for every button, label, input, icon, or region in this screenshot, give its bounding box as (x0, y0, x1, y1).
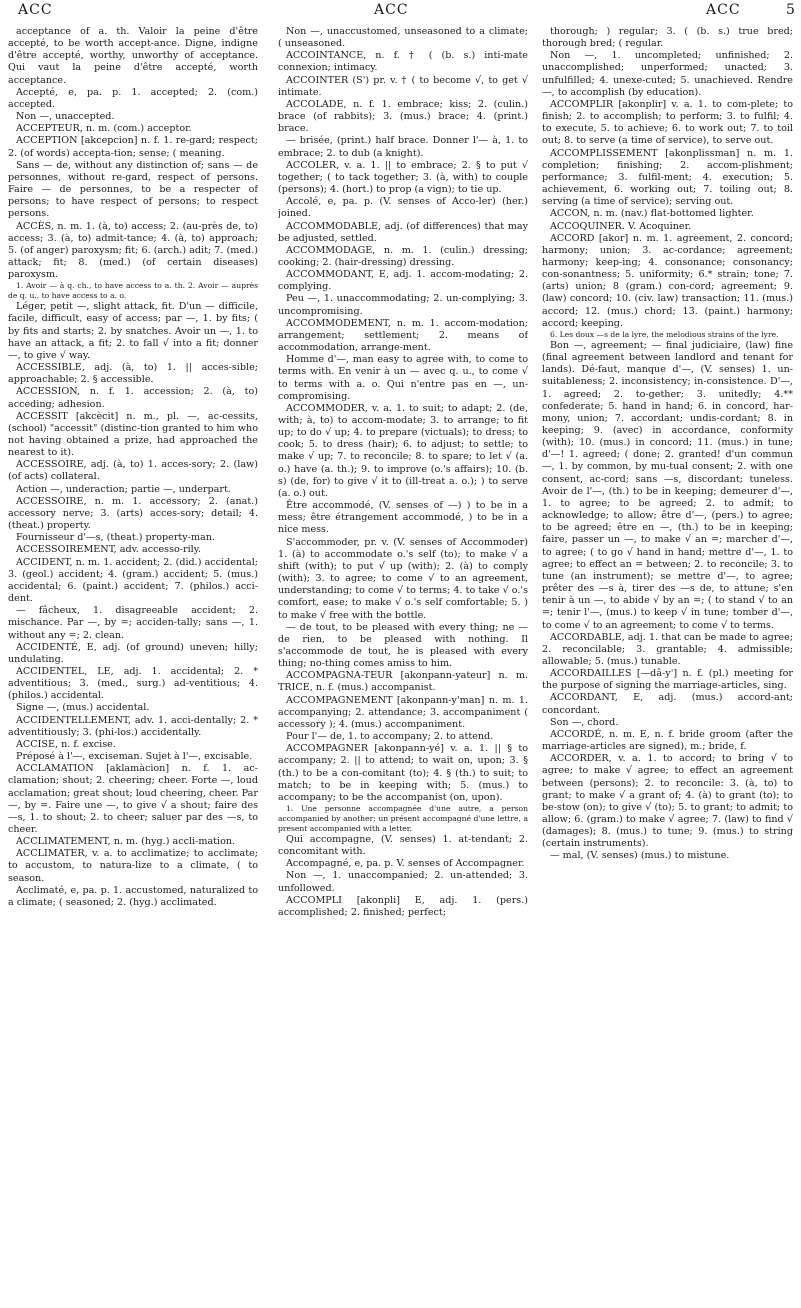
dictionary-column-1 (8, 26, 258, 1298)
dictionary-entry: Léger, petit —, slight attack, fit. D'un — difficile, facile, difficult, easy of access; par —, 1. by fits; ( by fits and starts; 2. by snatches. Avoir un —, 1. to have an attack, a fit; 2. to fall √ into a fit; donner —, to give √ way. (8, 301, 258, 361)
dictionary-entry: ACCLAMATION [aklamàcion] n. f. 1. ac-clamation; shout; 2. cheering; cheer. Forte —, loud acclamation; great shout; loud cheering, cheer. Par —, by =. Faire une —, to give √ a shout; faire des —s, 1. to shout; 2. to cheer; saluer par des —s, to cheer. (8, 763, 258, 835)
page-header (0, 0, 801, 22)
dictionary-entry: ACCOMMODANT, E, adj. 1. accom-modating; 2. complying. (278, 269, 528, 293)
dictionary-entry: ACCOMMODAGE, n. m. 1. (culin.) dressing; cooking; 2. (hair-dressing) dressing. (278, 244, 528, 268)
dictionary-entry: ACCOLADE, n. f. 1. embrace; kiss; 2. (culin.) brace (of rabbits); 3. (mus.) brace; 4. (print.) brace. (278, 98, 528, 135)
dictionary-entry: 1. Une personne accompagnée d'une autre, a person accompanied by another; un présent accompagné d'une lettre, a present accompanied with a letter. (278, 804, 528, 833)
dictionary-entry: Accepté, e, pa. p. 1. accepted; 2. (com.) accepted. (8, 86, 258, 110)
dictionary-entry: S'accommoder, pr. v. (V. senses of Accommoder) 1. (à) to accommodate o.'s self (to); to make √ a shift (with); to put √ up (with); 2. (à) to comply (with); 3. to agree; to come √ to an agreement, understanding; to come √ to terms; 4. to take √ o.'s comfort, ease; to make √ o.'s self comfortable; 5. ) to make √ free with the bottle. (278, 536, 528, 621)
dictionary-entry: Signe —, (mus.) accidental. (16, 702, 150, 714)
dictionary-entry: acceptance of a. th. Valoir la peine d'être accepté, to be worth accept-ance. Digne, indigne d'être accepté, worthy, unworthy of acceptance. Qui vaut la peine d'être accepté, worth acceptance. (8, 26, 258, 86)
dictionary-entry: ACCOINTER (S') pr. v. † ( to become √, to get √ intimate. (278, 74, 528, 98)
dictionary-entry: ACCOMMODABLE, adj. (of differences) that may be adjusted, settled. (278, 220, 528, 244)
dictionary-entry: ACCIDENTEL, LE, adj. 1. accidental; 2. * adventitious; 3. (med., surg.) ad-ventitious; 4. (philos.) accidental. (8, 665, 258, 702)
dictionary-entry: — mal, (V. senses) (mus.) to mistune. (550, 850, 730, 862)
dictionary-entry: ACCOMPLI [akonpli] E, adj. 1. (pers.) accomplished; 2. finished; perfect; (278, 894, 528, 918)
dictionary-entry: 1. Avoir — à q. ch., to have access to a. th. 2. Avoir — auprès de q. u., to have access to a. o. (8, 281, 258, 301)
dictionary-entry: Son —, chord. (550, 716, 619, 728)
dictionary-entry: ACCEPTION [akcepcion] n. f. 1. re-gard; respect; 2. (of words) accepta-tion; sense; ( meaning. (8, 135, 258, 159)
dictionary-entry: ACCOMPLISSEMENT [akonplissman] n. m. 1. completion; finishing; 2. accom-plishment; performance; 3. fulfil-ment; 4. execution; 5. achievement, 6. working out; 7. toiling out; 8. serving (a time of service); serving out. (542, 147, 793, 208)
dictionary-entry: — fâcheux, 1. disagreeable accident; 2. mischance. Par —, by =; acciden-tally; sans —, 1. without any =; 2. clean. (8, 605, 258, 641)
dictionary-entry: ACCESSOIRE, adj. (à, to) 1. acces-sory; 2. (law) (of acts) collateral. (8, 459, 258, 483)
dictionary-entry: — de tout, to be pleased with every thing; ne — de rien, to be pleased with nothing. Il s'accommode de tout, he is pleased with every thing; no-thing comes amiss to him. (278, 621, 528, 670)
dictionary-entry: ACCORDÉ, n. m. E, n. f. bride groom (after the marriage-articles are signed), m.; bride, f. (542, 728, 793, 753)
dictionary-entry: ACCESSOIREMENT, adv. accesso-rily. (16, 544, 201, 556)
dictionary-entry: Action —, underaction; partie —, underpart. (16, 483, 231, 495)
dictionary-entry: ACCESSION, n. f. 1. accession; 2. (à, to) acceding; adhesion. (8, 386, 258, 410)
dictionary-entry: ACCESSOIRE, n. m. 1. accessory; 2. (anat.) accessory nerve; 3. (arts) acces-sory; detail; 4. (theat.) property. (8, 495, 258, 532)
dictionary-entry: Acclimaté, e, pa. p. 1. accustomed, naturalized to a climate; ( seasoned; 2. (hyg.) acclimated. (8, 884, 258, 908)
dictionary-entry: Non —, unaccepted. (16, 111, 115, 123)
dictionary-entry: Accolé, e, pa. p. (V. senses of Acco-ler) (her.) joined. (278, 196, 528, 220)
dictionary-entry: Pour l'— de, 1. to accompany; 2. to attend. (286, 731, 494, 743)
dictionary-entry: 6. Les doux —s de la lyre, the melodious strains of the lyre. (550, 329, 779, 339)
running-head-right: ACC (706, 2, 741, 18)
dictionary-entry: Bon —, agreement; — final judiciaire, (law) fine (final agreement between landlord and tenant for lands). Dé-faut, manque d'—, (V. senses) 1. un-suitableness; 2. inconsistency; in-consistence. D'—, 1. agreed; 2. to-gether; 3. unitedly; 4.** confederate; 5. hand in hand; 6. in concord, har-mony, union; 7. accordant; undis-cordant; 8. in keeping; 9. (avec) in accordance, conformity (with); 10. (mus.) in concord; 11. (mus.) in tune; d'—! 1. agreed; ( done; 2. granted! d'un commun —, 1. by common, by mu-tual consent; 2. with one consent, ac-cord; sans —s, discordant; tuneless. Avoir de l'—, (th.) to be in keeping; demeurer d'—, 1. to agree; to be agreed; 2. to admit; to acknowledge; to allow; être d'—, (pers.) to agree; to be agreed; être en —, (th.) to be in keeping; faire, passer un —, to make √ an =; marcher d'—, to agree; ( to go √ hand in hand; mettre d'—, 1. to agree; to effect an = between; 2. to reconcile; 3. to tune (an instrument); se mettre d'—, to agree; prêter des —s à, tirer des —s de, to attune; s'en tenir à un —, to abide √ by an =; ( to stand √ to an =; tenir l'—, (mus.) to keep √ in tune; tomber d'—, to come √ to an agreement; to come √ to terms. (542, 339, 793, 631)
dictionary-entry: ACCON, n. m. (nav.) flat-bottomed lighter. (550, 208, 754, 220)
dictionary-entry: ACCORDANT, E, adj. (mus.) accord-ant; concordant. (542, 692, 793, 716)
dictionary-entry: ACCOQUINER. V. Acoquiner. (550, 220, 692, 232)
dictionary-entry: Être accommodé, (V. senses of —) ) to be in a mess; être étrangement accommodé, ) to be in a nice mess. (278, 500, 528, 536)
dictionary-entry: — brisée, (print.) half brace. Donner l'— à, 1. to embrace; 2. to dub (a knight). (278, 135, 528, 159)
dictionary-entry: Accompagné, e, pa. p. V. senses of Accompagner. (286, 858, 525, 870)
dictionary-entry: ACCLIMATEMENT, n. m. (hyg.) accli-mation. (16, 836, 236, 848)
dictionary-entry: Non —, 1. unaccompanied; 2. un-attended; 3. unfollowed. (278, 870, 528, 894)
dictionary-entry: ACCOMPAGNER [akonpann-yé] v. a. 1. || § to accompany; 2. || to attend; to wait on, upon; 3. § (th.) to be a con-comitant (to); 4. § (th.) to suit; to match; to be in keeping with; 5. (mus.) to accompany; to be the accompanist (on, upon). (278, 743, 528, 803)
dictionary-entry: Sans — de, without any distinction of; sans — de personnes, without re-gard, respect of persons. Faire — de personnes, to be a respecter of persons; to have respect of persons; to respect persons. (8, 159, 258, 220)
dictionary-entry: Qui accompagne, (V. senses) 1. at-tendant; 2. concomitant with. (278, 834, 528, 858)
dictionary-entry: ACCOMMODEMENT, n. m. 1. accom-modation; arrangement; settlement; 2. means of accommodation, arrange-ment. (278, 317, 528, 354)
dictionary-entry: ACCOMPAGNA-TEUR [akonpann-yateur] n. m. TRICE, n. f. (mus.) accompanist. (278, 670, 528, 694)
dictionary-entry: ACCOMPLIR [akonplir] v. a. 1. to com-plete; to finish; 2. to accomplish; to perform; 3. to fulfil; 4. to execute, 5. to achieve; 6. to work out; 7. to toil out; 8. to serve (a time of service), to serve out. (542, 98, 793, 147)
dictionary-entry: ACCESSIT [akcècit] n. m., pl. —, ac-cessits, (school) "accessit" (distinc-tion granted to him who not having obtained a prize, had approached the nearest to it). (8, 410, 258, 459)
dictionary-entry: ACCORDABLE, adj. 1. that can be made to agree; 2. reconcilable; 3. grantable; 4. admissible; allowable; 5. (mus.) tunable. (542, 631, 793, 667)
dictionary-entry: ACCORDAILLES [—dâ-y'] n. f. (pl.) meeting for the purpose of signing the marriage-articles, sing. (542, 668, 793, 692)
dictionary-entry: Peu —, 1. unaccommodating; 2. un-complying; 3. uncompromising. (278, 293, 528, 317)
dictionary-entry: ACCIDENTELLEMENT, adv. 1. acci-dentally; 2. * adventitiously; 3. (phi-los.) accidentally. (8, 714, 258, 738)
dictionary-entry: Non —, 1. uncompleted; unfinished; 2. unaccomplished; unperformed; unacted; 3. unfulfilled; 4. unexe-cuted; 5. unachieved. Rendre —, to accomplish (by education). (542, 50, 793, 98)
dictionary-entry: ACCIDENT, n. m. 1. accident; 2. (did.) accidental; 3. (geol.) accident; 4. (gram.) accident; 5. (mus.) accidental; 6. (paint.) accident; 7. (philos.) acci-dent. (8, 556, 258, 605)
dictionary-entry: ACCORD [akor] n. m. 1. agreement, 2. concord; harmony; union; 3. ac-cordance; agreement; harmony; keep-ing; 4. consonance; consonancy; con-sonantness; 5. uniformity; 6.* strain; tone; 7. (arts) union; 8 (gram.) con-cord; agreement; 9. (law) concord; 10. (civ. law) transaction; 11. (mus.) accord; 12. (mus.) chord; 13. (paint.) harmony; accord; keeping. (542, 232, 793, 329)
dictionary-entry: ACCOMPAGNEMENT [akonpann-y'man] n. m. 1. accompanying; 2. attendance; 3. accompaniment ( accessory ); 4. (mus.) accompaniment. (278, 694, 528, 730)
running-head-left: ACC (18, 2, 53, 18)
dictionary-entry: thorough; ) regular; 3. ( (b. s.) true bred; thorough bred; ( regular. (542, 26, 793, 50)
dictionary-entry: ACCESSIBLE, adj. (à, to) 1. || acces-sible; approachable; 2. § accessible. (8, 362, 258, 386)
dictionary-entry: ACCORDER, v. a. 1. to accord; to bring √ to agree; to make √ agree; to effect an agreement between (persons); 2. to reconcile: 3. (à, to) to grant; to make √ a grant of; 4. (à) to grant (to); to be-stow (on); to give √ (to); 5. to grant; to admit; to allow; 6. (gram.) to make √ agree; 7. (law) to find √ (damages); 8. (mus.) to tune; 9. (mus.) to string (certain instruments). (542, 753, 793, 850)
dictionary-entry: ACCOINTANCE, n. f. † ( (b. s.) inti-mate connexion; intimacy. (278, 50, 528, 74)
dictionary-entry: Fournisseur d'—s, (theat.) property-man. (16, 532, 215, 544)
dictionary-entry: Préposé à l'—, exciseman. Sujet à l'—, excisable. (16, 751, 253, 763)
dictionary-entry: Non —, unaccustomed, unseasoned to a climate; ( unseasoned. (278, 26, 528, 50)
dictionary-entry: ACCIDENTÉ, E, adj. (of ground) uneven; hilly; undulating. (8, 641, 258, 665)
dictionary-entry: ACCISE, n. f. excise. (16, 738, 116, 750)
page-number: 5 (786, 2, 796, 18)
dictionary-entry: ACCOLER, v. a. 1. || to embrace; 2. § to put √ together; ( to tack together; 3. (à, with) to couple (persons); 4. (hort.) to prop (a vign); to tie up. (278, 159, 528, 196)
running-head-center: ACC (374, 2, 409, 18)
dictionary-column-2 (278, 26, 528, 1298)
dictionary-entry: Homme d'—, man easy to agree with, to come to terms with. En venir à un — avec q. u., to come √ to terms with a. o. Qui n'entre pas en —, un-compromising. (278, 354, 528, 402)
dictionary-entry: ACCOMMODER, v. a. 1. to suit; to adapt; 2. (de, with; à, to) to accom-modate; 3. to arrange; to fit up; to do √ up; 4. to prepare (victuals); to dress; to cook; 5. to dress (hair); 6. to adjust; to settle; to make √ up; 7. to reconcile; 8. to spare; to let √ (a. o.) have (a. th.); 9. to improve (o.'s affairs); 10. (b. s) (de, for) to give √ it to (ill-treat a. o.); ) to serve (a. o.) out. (278, 402, 528, 499)
dictionary-entry: ACCLIMATER, v. a. to acclimatize; to acclimate; to accustom, to natura-lize to a climate, ( to season. (8, 848, 258, 884)
dictionary-column-3 (542, 26, 793, 1298)
dictionary-entry: ACCÈS, n. m. 1. (à, to) access; 2. (au-près de, to) access; 3. (à, to) admit-tance; 4. (à, to) approach; 5. (of anger) paroxysm; fit; 6. (arch.) adit; 7. (med.) attack; fit; 8. (med.) (of certain diseases) paroxysm. (8, 220, 258, 281)
dictionary-entry: ACCEPTEUR, n. m. (com.) acceptor. (16, 123, 192, 135)
